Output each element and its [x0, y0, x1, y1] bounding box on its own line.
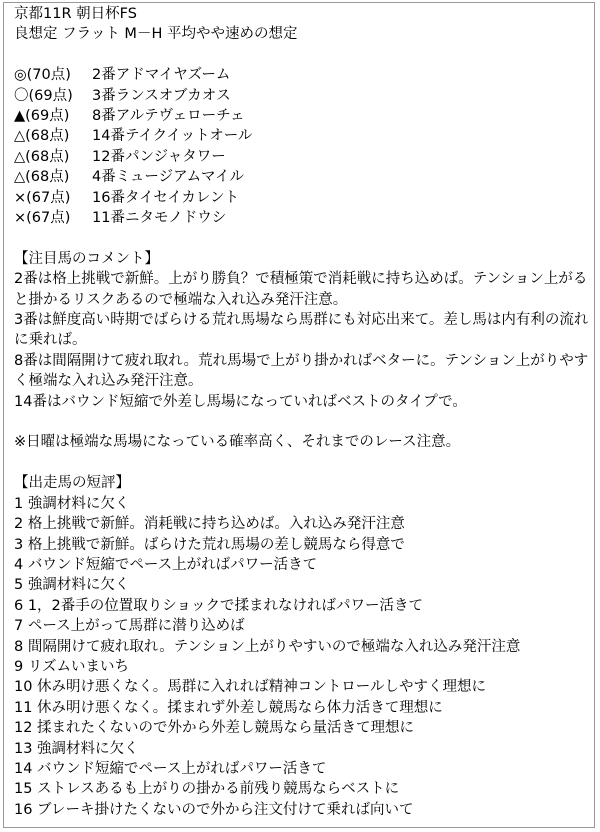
review-item: 12 揉まれたくないので外から外差し競馬なら量活きて理想に [14, 720, 415, 737]
review-item: 2 格上挑戦で新鮮。消耗戦に持ち込めば。入れ込み発汗注意 [14, 516, 405, 533]
pick-mark: △(68点) [14, 148, 70, 165]
document-body [14, 4, 590, 820]
pick-horse: 2番アドマイヤズーム [92, 67, 231, 84]
pick-mark: 〇(69点) [14, 87, 73, 104]
comment-item: 3番は鮮度高い時期でばらける荒れ馬場なら馬群にも対応出来て。差し馬は内有利の流れに乗れば。 [14, 312, 589, 349]
review-item: 6 1，2番手の位置取りショックで揉まれなければパワー活きて [14, 597, 423, 614]
review-item: 14 バウンド短縮でペース上がればパワー活きて [14, 760, 327, 777]
spacer [14, 412, 590, 432]
pick-horse: 14番テイクイットオール [92, 128, 253, 145]
pick-horse: 11番ニタモノドウシ [92, 210, 227, 227]
review-item: 7 ペース上がって馬群に潜り込めば [14, 618, 245, 635]
review-item: 4 バウンド短縮でペース上がればパワー活きて [14, 556, 318, 573]
spacer [14, 453, 590, 473]
comment-item: 8番は間隔開けて疲れ取れ。荒れ馬場で上がり掛かればベターに。テンション上がりやすく極端な入れ込み発汗注意。 [14, 352, 589, 390]
pick-mark: ×(67点) [14, 189, 71, 206]
pick-row [14, 65, 590, 85]
pick-row [14, 86, 590, 106]
pick-mark: △(68点) [14, 169, 70, 186]
review-item: 8 間隔開けて疲れ取れ。テンション上がりやすいので極端な入れ込み発汗注意 [14, 638, 521, 655]
review-item: 15 ストレスあるも上がりの掛かる前残り競馬ならベストに [14, 781, 400, 798]
pick-row [14, 188, 590, 208]
pick-row [14, 126, 590, 146]
comment-item: 14番はバウンド短縮で外差し馬場になっていればベストのタイプで。 [14, 393, 467, 410]
pick-row [14, 147, 590, 167]
review-item: 10 休み明け悪くなく。馬群に入れれば精神コントロールしやすく理想に [14, 679, 486, 696]
review-item: 5 強調材料に欠く [14, 577, 130, 594]
pick-row [14, 208, 590, 228]
review-item: 9 リズムいまいち [14, 658, 130, 675]
comment-item: 2番は格上挑戦で新鮮。上がり勝負？で積極策で消耗戦に持ち込めば。テンション上がると掛かるリスクあるので極端な入れ込み発汗注意。 [14, 271, 588, 308]
pick-horse: 8番アルテヴェローチェ [92, 108, 245, 125]
comments-note: ※日曜は極端な馬場になっている確率高く、それまでのレース注意。 [14, 434, 461, 451]
review-item: 11 休み明け悪くなく。揉まれず外差し競馬なら体力活きて理想に [14, 699, 443, 716]
pick-mark: △(68点) [14, 128, 70, 145]
pick-row [14, 167, 590, 187]
review-item: 1 強調材料に欠く [14, 495, 130, 512]
pick-row [14, 106, 590, 126]
pick-horse: 16番タイセイカレント [92, 189, 239, 206]
reviews-heading: 【出走馬の短評】 [14, 475, 130, 492]
pick-horse: 12番パンジャタワー [92, 148, 226, 165]
review-item: 13 強調材料に欠く [14, 740, 139, 757]
race-title: 京都11R 朝日杯FS [14, 6, 137, 22]
pick-horse: 4番ミュージアムマイル [92, 169, 245, 186]
picks-list [14, 65, 590, 228]
spacer [14, 228, 590, 248]
pick-mark: ▲(69点) [14, 108, 70, 125]
comments-heading: 【注目馬のコメント】 [14, 250, 159, 267]
pick-mark: ◎(70点) [14, 67, 71, 84]
track-condition: 良想定 フラット M－H 平均やや速めの想定 [14, 26, 298, 43]
pick-mark: ×(67点) [14, 210, 71, 227]
pick-horse: 3番ランスオブカオス [92, 87, 231, 104]
review-item: 16 ブレーキ掛けたくないので外から注文付けて乗れば向いて [14, 801, 414, 818]
review-item: 3 格上挑戦で新鮮。ばらけた荒れ馬場の差し競馬なら得意で [14, 536, 405, 553]
spacer [14, 45, 590, 65]
